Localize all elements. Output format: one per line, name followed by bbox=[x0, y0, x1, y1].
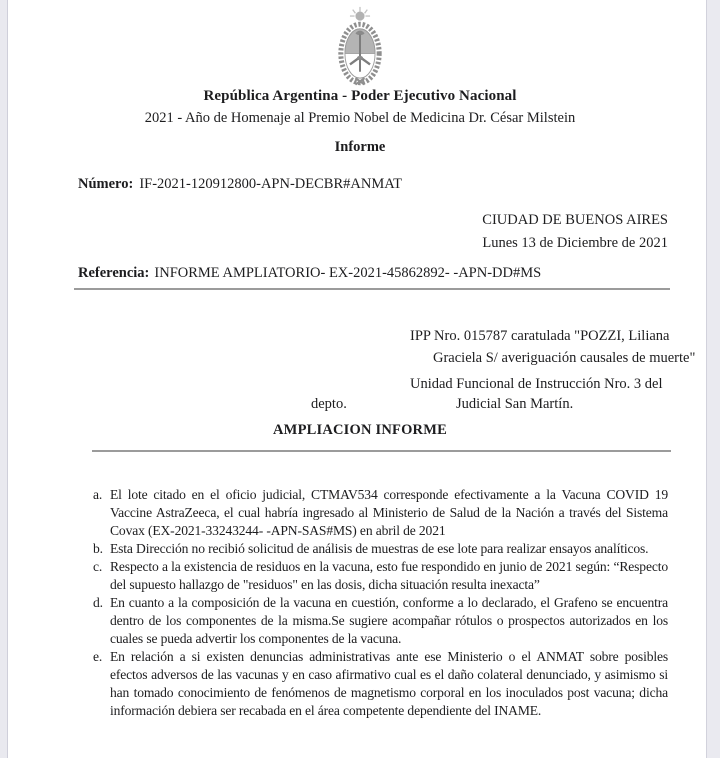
pike bbox=[359, 33, 361, 71]
judicial-unit-line1: Unidad Funcional de Instrucción Nro. 3 del bbox=[410, 376, 663, 392]
item-text: El lote citado en el oficio judicial, CTMAV534 corresponde efectivamente a la Vacuna COVID 19 Vaccine AstraZeeca, el cual habría ingresado al Ministerio de Salud de la Nación a través del Sistema Covax (EX-2021-33243244- -APN-SAS#MS) en abril de 2021 bbox=[110, 487, 668, 538]
item-text: En relación a si existen denuncias administrativas ante ese Ministerio o el ANMAT sobre posibles efectos adversos de las vacunas y en caso afirmativo cual es el daño colateral denunciado, y asimismo si han tomado conocimiento de fenómenos de magnetismo corporal en los inoculados post vacuna; dicha información debiera ser recabada en el área competente dependiente del INAME. bbox=[110, 649, 668, 718]
list-item-c bbox=[93, 558, 668, 594]
republic-title: República Argentina - Poder Ejecutivo Nacional bbox=[203, 88, 517, 104]
item-letter: a. bbox=[93, 487, 103, 502]
judicial-unit-line2: Judicial San Martín. bbox=[456, 396, 574, 412]
document-type-heading: Informe bbox=[334, 139, 386, 155]
reference-label: Referencia: bbox=[78, 265, 150, 281]
reference-row bbox=[78, 265, 668, 282]
horizontal-rule-bottom bbox=[92, 450, 671, 452]
list-item-a bbox=[93, 486, 668, 540]
date-line: Lunes 13 de Diciembre de 2021 bbox=[482, 235, 668, 251]
sun-icon bbox=[355, 11, 364, 20]
number-label: Número: bbox=[78, 176, 134, 192]
case-caption-line2: Graciela S/ averiguación causales de muerte" bbox=[433, 350, 696, 366]
judicial-unit-depto: depto. bbox=[311, 396, 347, 412]
argentina-coat-of-arms-icon bbox=[332, 6, 388, 90]
reference-value: INFORME AMPLIATORIO- EX-2021-45862892- -APN-DD#MS bbox=[154, 265, 542, 281]
list-item-e bbox=[93, 648, 668, 720]
list-item-d bbox=[93, 594, 668, 648]
case-caption-line1: IPP Nro. 015787 caratulada "POZZI, Liliana bbox=[410, 328, 670, 344]
horizontal-rule-top bbox=[74, 288, 670, 290]
item-letter: d. bbox=[93, 595, 103, 610]
list-item-b bbox=[93, 540, 668, 558]
item-text: Respecto a la existencia de residuos en la vacuna, esto fue respondido en junio de 2021 según: “Respecto del supuesto hallazgo de "residuos" en las dosis, dicha situación resulta inexacta” bbox=[110, 559, 668, 592]
item-text: En cuanto a la composición de la vacuna en cuestión, conforme a lo declarado, el Grafeno se encuentra dentro de los componentes de la misma.Se sugiere acompañar rótulos o prospectos autorizados en los cuales se pueda advertir los componentes de la vacuna. bbox=[110, 595, 668, 646]
city-line: CIUDAD DE BUENOS AIRES bbox=[482, 212, 668, 228]
findings-list bbox=[93, 486, 668, 720]
year-homage-subtitle: 2021 - Año de Homenaje al Premio Nobel de Medicina Dr. César Milstein bbox=[144, 110, 576, 126]
item-letter: b. bbox=[93, 541, 103, 556]
item-letter: e. bbox=[93, 649, 103, 664]
item-letter: c. bbox=[93, 559, 103, 574]
document-number-row bbox=[78, 176, 402, 193]
section-title: AMPLIACION INFORME bbox=[273, 422, 447, 438]
item-text: Esta Dirección no recibió solicitud de análisis de muestras de ese lote para realizar ensayos analíticos. bbox=[110, 541, 649, 556]
number-value: IF-2021-120912800-APN-DECBR#ANMAT bbox=[139, 176, 402, 192]
